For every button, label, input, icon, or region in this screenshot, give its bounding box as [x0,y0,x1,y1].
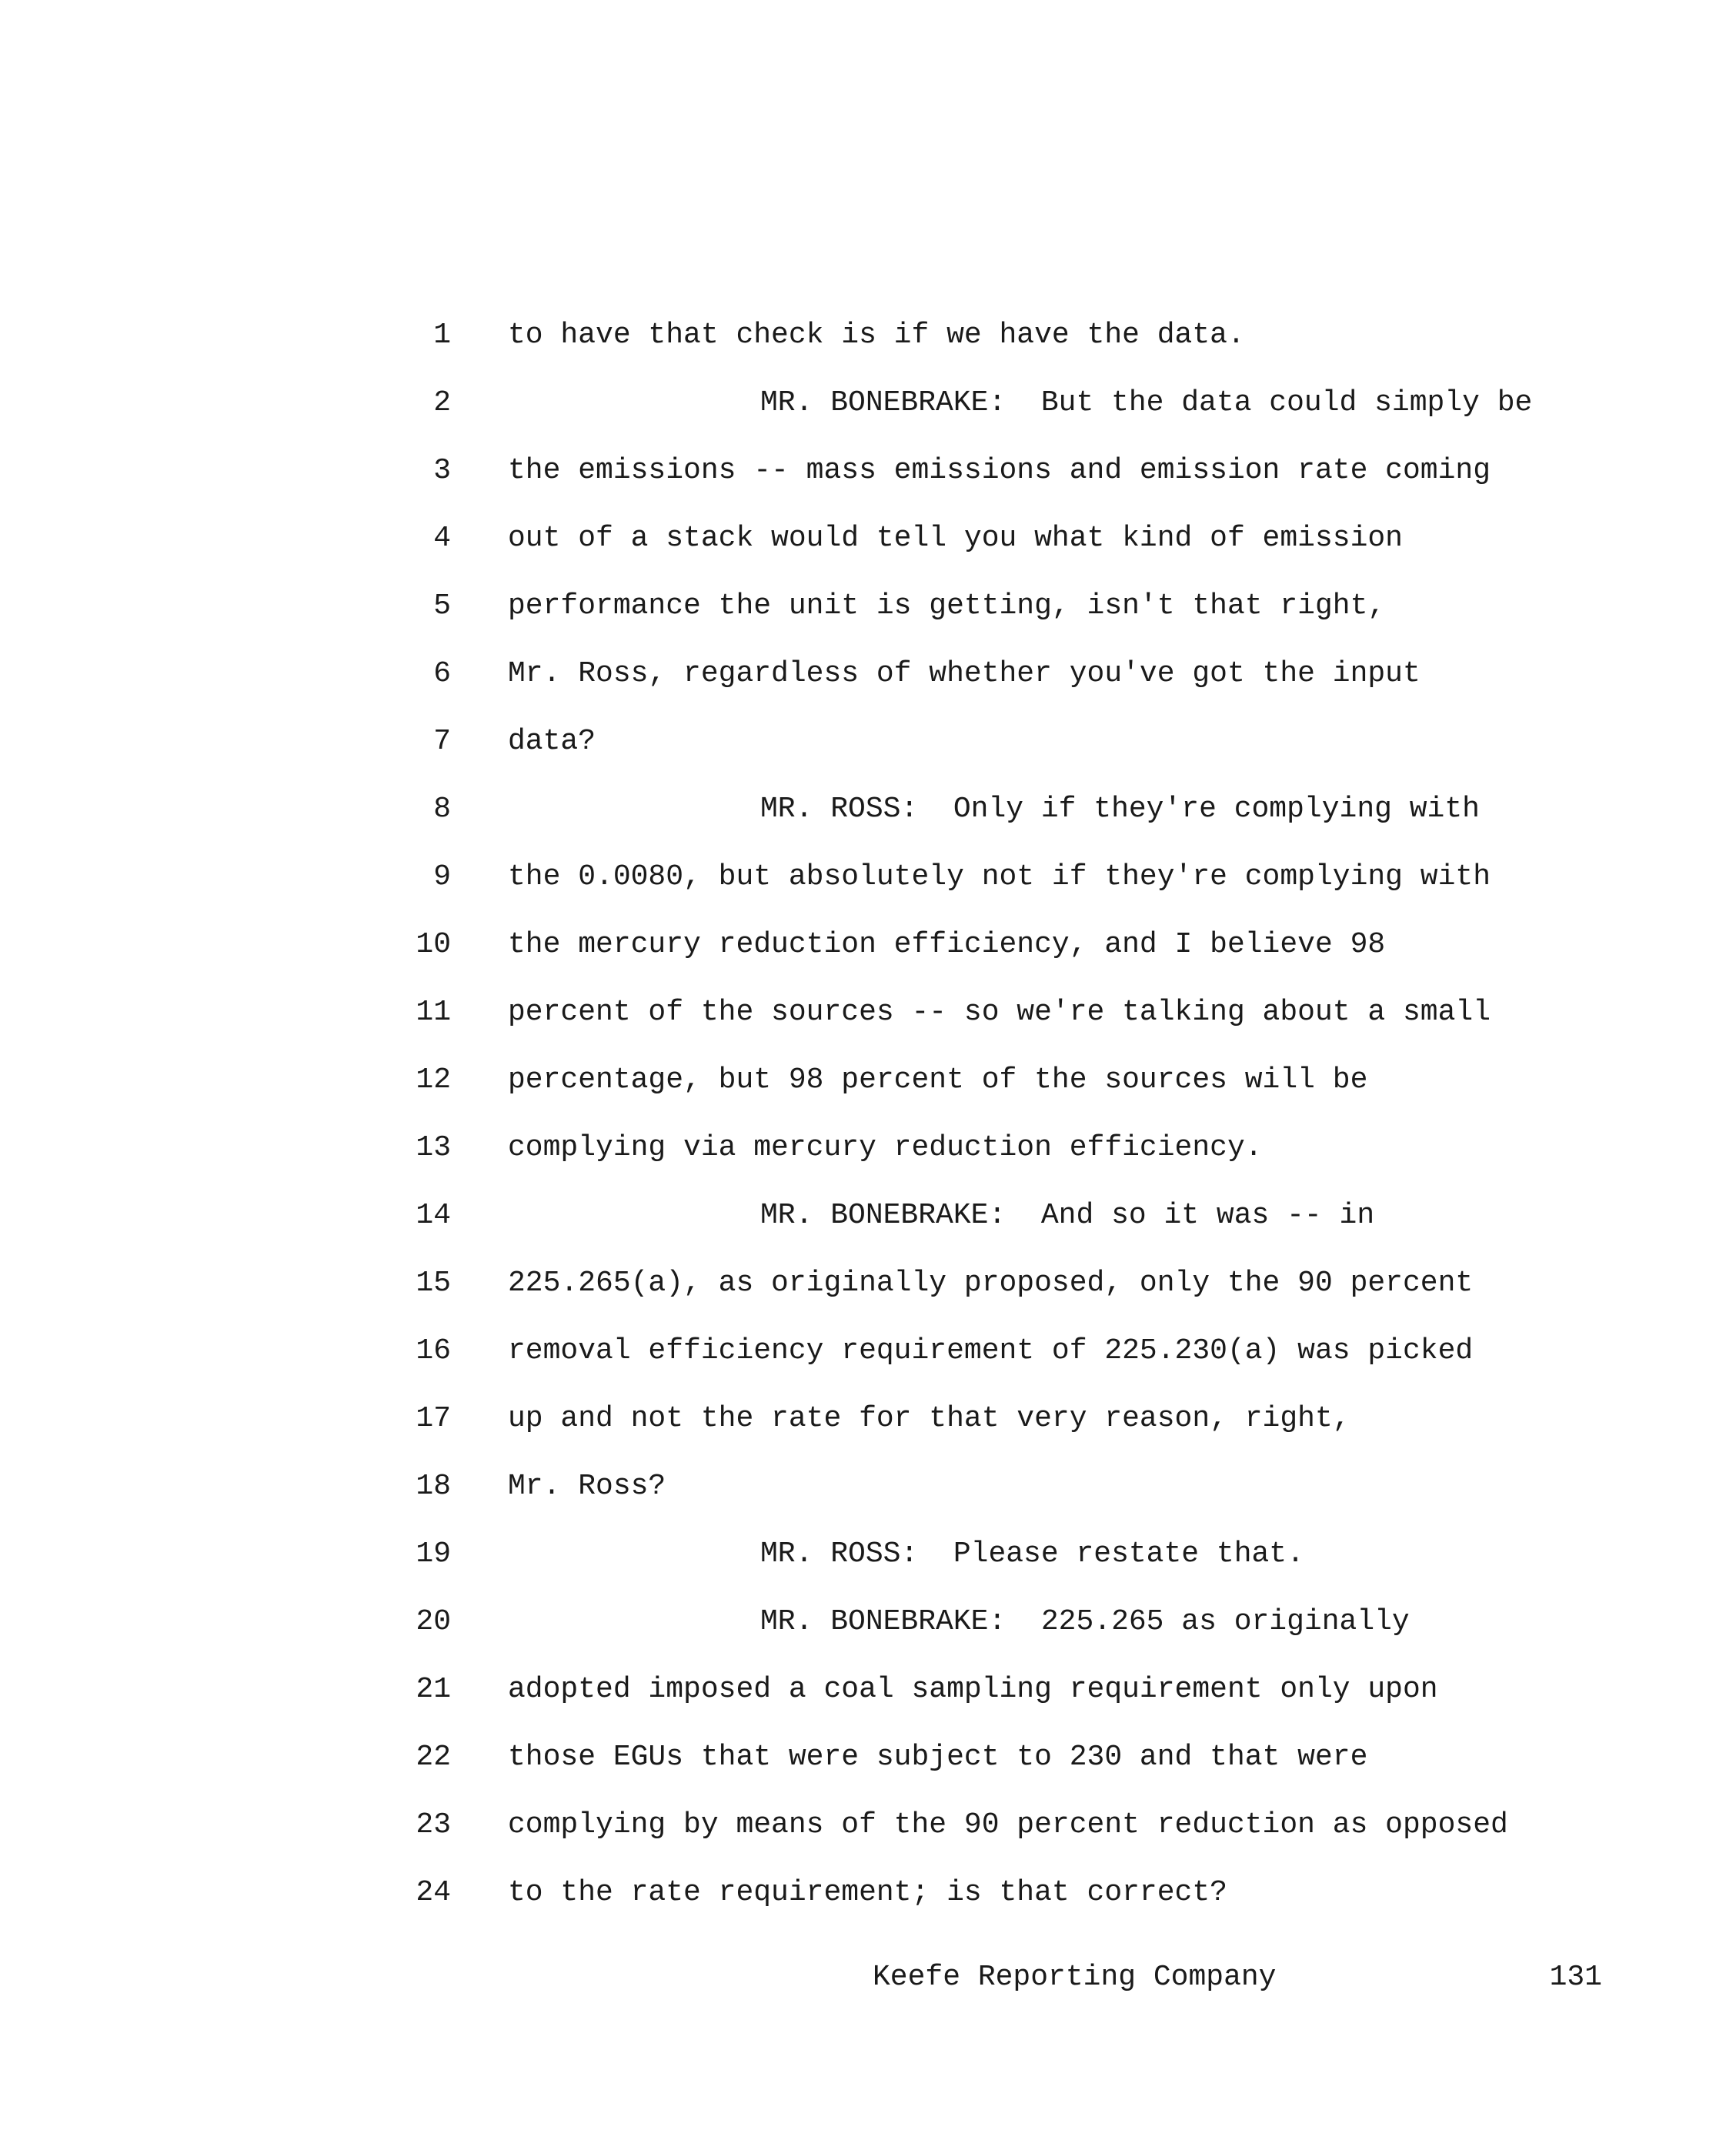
line-number: 22 [416,1741,451,1774]
transcript-line [0,505,1736,573]
transcript-line [0,1250,1736,1317]
line-text: 225.265(a), as originally proposed, only the 90 percent [508,1267,1474,1300]
reporting-company: Keefe Reporting Company [873,1961,1277,1994]
line-text: MR. BONEBRAKE: 225.265 as originally [760,1605,1410,1638]
transcript-line [0,1317,1736,1385]
page-number: 131 [1549,1961,1602,1994]
transcript-line [0,1724,1736,1791]
line-number: 10 [416,928,451,961]
line-text: those EGUs that were subject to 230 and that were [508,1741,1368,1774]
line-text: adopted imposed a coal sampling requirement only upon [508,1673,1438,1706]
line-text: MR. BONEBRAKE: But the data could simply be [760,386,1533,419]
transcript-line [0,1521,1736,1588]
line-number: 11 [416,996,451,1029]
transcript-line [0,776,1736,843]
transcript-line [0,979,1736,1047]
transcript-line [0,708,1736,776]
line-text: MR. ROSS: Only if they're complying with [760,793,1480,826]
line-number: 9 [433,860,451,893]
transcript-line [0,1385,1736,1453]
line-text: the mercury reduction efficiency, and I believe 98 [508,928,1386,961]
transcript-line [0,1859,1736,1927]
transcript-line [0,1791,1736,1859]
line-text: the 0.0080, but absolutely not if they're complying with [508,860,1491,893]
line-number: 1 [433,319,451,352]
transcript-line [0,843,1736,911]
line-number: 4 [433,522,451,555]
line-text: MR. ROSS: Please restate that. [760,1537,1304,1571]
line-number: 21 [416,1673,451,1706]
line-text: up and not the rate for that very reason, right, [508,1402,1350,1435]
line-text: removal efficiency requirement of 225.230(a) was picked [508,1334,1474,1367]
line-number: 16 [416,1334,451,1367]
line-text: complying by means of the 90 percent reduction as opposed [508,1808,1508,1841]
line-text: to have that check is if we have the data. [508,319,1245,352]
line-number: 24 [416,1876,451,1909]
line-number: 13 [416,1131,451,1164]
transcript-body [0,302,1736,1927]
transcript-line [0,437,1736,505]
line-number: 6 [433,657,451,690]
page-footer [0,1958,1736,1997]
transcript-line [0,1453,1736,1521]
transcript-line [0,1588,1736,1656]
line-number: 7 [433,725,451,758]
transcript-line [0,1047,1736,1114]
line-number: 20 [416,1605,451,1638]
line-number: 5 [433,589,451,623]
line-number: 17 [416,1402,451,1435]
line-number: 3 [433,454,451,487]
line-number: 18 [416,1470,451,1503]
line-number: 23 [416,1808,451,1841]
line-text: MR. BONEBRAKE: And so it was -- in [760,1199,1375,1232]
transcript-line [0,1182,1736,1250]
transcript-line [0,369,1736,437]
transcript-line [0,573,1736,640]
line-text: percentage, but 98 percent of the sources will be [508,1063,1368,1097]
line-number: 15 [416,1267,451,1300]
transcript-line [0,1114,1736,1182]
transcript-line [0,911,1736,979]
line-text: performance the unit is getting, isn't that right, [508,589,1386,623]
transcript-line [0,302,1736,369]
line-number: 19 [416,1537,451,1571]
line-text: Mr. Ross, regardless of whether you've got the input [508,657,1421,690]
line-text: to the rate requirement; is that correct? [508,1876,1227,1909]
line-number: 2 [433,386,451,419]
line-text: out of a stack would tell you what kind of emission [508,522,1403,555]
line-text: complying via mercury reduction efficiency. [508,1131,1263,1164]
line-text: percent of the sources -- so we're talking about a small [508,996,1491,1029]
line-number: 8 [433,793,451,826]
line-text: the emissions -- mass emissions and emission rate coming [508,454,1491,487]
transcript-line [0,1656,1736,1724]
line-text: data? [508,725,596,758]
line-number: 12 [416,1063,451,1097]
transcript-line [0,640,1736,708]
line-number: 14 [416,1199,451,1232]
line-text: Mr. Ross? [508,1470,666,1503]
